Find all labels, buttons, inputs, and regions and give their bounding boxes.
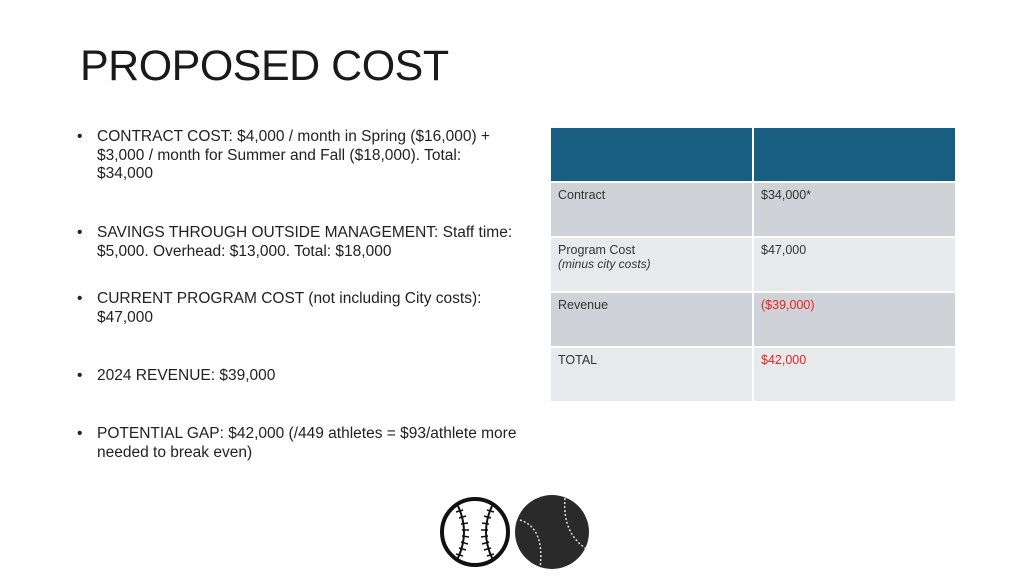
baseball-outline-icon	[442, 499, 508, 565]
table-header	[551, 128, 955, 181]
row-label-cell	[551, 238, 752, 291]
table-row	[551, 293, 955, 346]
bullet-text: CONTRACT COST: $4,000 / month in Spring ($16,000) + $3,000 / month for Summer and Fall ($18,000). Total: $34,000	[97, 128, 490, 182]
header-cell	[551, 128, 752, 181]
row-sublabel: (minus city costs)	[558, 257, 651, 271]
bullet-program-cost: • CURRENT PROGRAM COST (not including City costs): $47,000	[77, 290, 517, 327]
row-value: $47,000	[754, 238, 955, 291]
bullet-contract-cost: • CONTRACT COST: $4,000 / month in Spring ($16,000) + $3,000 / month for Summer and Fall ($18,000). Total: $34,000	[77, 128, 517, 184]
cost-table	[549, 126, 957, 403]
row-value: $42,000	[754, 348, 955, 401]
header-cell	[754, 128, 955, 181]
row-value: $34,000*	[754, 183, 955, 236]
table-row	[551, 238, 955, 291]
bullet-revenue: • 2024 REVENUE: $39,000	[77, 367, 276, 384]
baseballs-graphic	[440, 494, 595, 570]
bullet-text: POTENTIAL GAP: $42,000 (/449 athletes = $93/athlete more needed to break even)	[97, 425, 517, 461]
bullet-gap: • POTENTIAL GAP: $42,000 (/449 athletes = $93/athlete more needed to break even)	[77, 425, 517, 461]
baseball-filled-icon	[515, 495, 589, 569]
bullet-savings: • SAVINGS THROUGH OUTSIDE MANAGEMENT: Staff time: $5,000. Overhead: $13,000. Total: $18,000	[77, 224, 517, 261]
row-label: Revenue	[551, 293, 752, 346]
bullet-text: 2024 REVENUE: $39,000	[97, 367, 276, 384]
slide-title: PROPOSED COST	[80, 42, 449, 90]
row-label: TOTAL	[551, 348, 752, 401]
row-value: ($39,000)	[754, 293, 955, 346]
table-row	[551, 348, 955, 401]
row-label: Program Cost	[558, 243, 636, 257]
bullet-text: SAVINGS THROUGH OUTSIDE MANAGEMENT: Staff time: $5,000. Overhead: $13,000. Total: $18,000	[97, 224, 513, 260]
table-row	[551, 183, 955, 236]
bullet-text: CURRENT PROGRAM COST (not including City costs): $47,000	[97, 290, 482, 326]
row-label: Contract	[551, 183, 752, 236]
